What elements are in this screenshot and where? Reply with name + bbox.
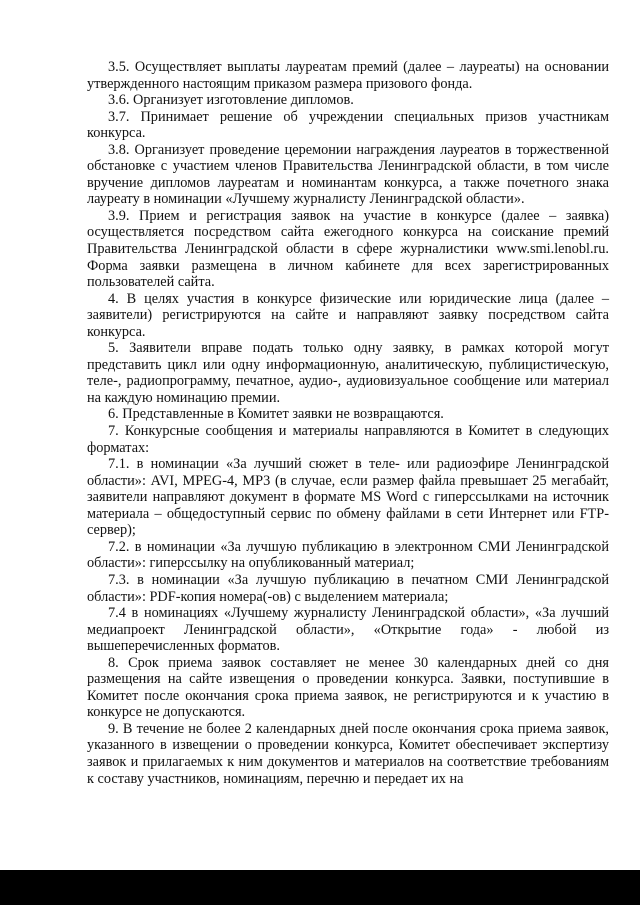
scan-bottom-border <box>0 870 640 905</box>
paragraph-6: 6. Представленные в Комитет заявки не возвращаются. <box>108 406 444 423</box>
paragraph-5: 5. Заявители вправе подать только одну заявку, в рамках которой могут представить цикл или одну информационную, аналитическую, публицистическую, теле-, радиопрограмму, печатное, аудио-, аудиовизуальное сообщение или материал на каждую номинацию премии. <box>87 340 609 406</box>
paragraph-3-7: 3.7. Принимает решение об учреждении специальных призов участникам конкурса. <box>87 108 609 142</box>
paragraph-4: 4. В целях участия в конкурсе физические или юридические лица (далее – заявители) регистрируются на сайте и направляют заявку посредством сайта конкурса. <box>87 290 609 340</box>
paragraph-7-2: 7.2. в номинации «За лучшую публикацию в электронном СМИ Ленинградской области»: гиперссылку на опубликованный материал; <box>87 538 609 572</box>
paragraph-3-5: 3.5. Осуществляет выплаты лауреатам премий (далее – лауреаты) на основании утвержденного настоящим приказом размера призового фонда. <box>87 59 609 92</box>
paragraph-8: 8. Срок приема заявок составляет не менее 30 календарных дней со дня размещения на сайте извещения о проведении конкурса. Заявки, поступившие в Комитет после окончания срока приема заявок, не регистрируются и к участию в конкурсе не допускаются. <box>87 654 609 721</box>
paragraph-7: 7. Конкурсные сообщения и материалы направляются в Комитет в следующих форматах: <box>87 423 609 456</box>
paragraph-7-3: 7.3. в номинации «За лучшую публикацию в печатном СМИ Ленинградской области»: PDF-копия номера(-ов) с выделением материала; <box>87 571 609 605</box>
paragraph-3-8: 3.8. Организует проведение церемонии награждения лауреатов в торжественной обстановке с участием членов Правительства Ленинградской области, в том числе вручение дипломов лауреатам и номинантам конкурса, а также почетного знака лауреату в номинации «Лучшему журналисту Ленинградской области». <box>87 141 609 208</box>
paragraph-7-1: 7.1. в номинации «За лучший сюжет в теле- или радиоэфире Ленинградской области»: AVI, MPEG-4, MP3 (в случае, если размер файла превышает 25 мегабайт, заявители направляют документ в формате MS Word с гиперссылками на источник материала – общедоступный сервис по обмену файлами в сети Интернет или FTP-сервер); <box>87 456 609 539</box>
paragraph-3-6: 3.6. Организует изготовление дипломов. <box>108 92 354 109</box>
paragraph-7-4: 7.4 в номинациях «Лучшему журналисту Ленинградской области», «За лучший медиапроект Ленинградской области», «Открытие года» - любой из вышеперечисленных форматов. <box>87 605 609 655</box>
paragraph-3-9: 3.9. Прием и регистрация заявок на участие в конкурсе (далее – заявка) осуществляется посредством сайта ежегодного конкурса на соискание премий Правительства Ленинградской области в сфере журналистики www.smi.lenobl.ru. Форма заявки размещена в личном кабинете для всех зарегистрированных пользователей сайта. <box>87 207 609 291</box>
document-body <box>87 59 609 787</box>
paragraph-9: 9. В течение не более 2 календарных дней после окончания срока приема заявок, указанного в извещении о проведении конкурса, Комитет обеспечивает экспертизу заявок и прилагаемых к ним документов и материалов на соответствие требованиям к составу участников, номинациям, перечню и передает их на <box>87 720 609 787</box>
